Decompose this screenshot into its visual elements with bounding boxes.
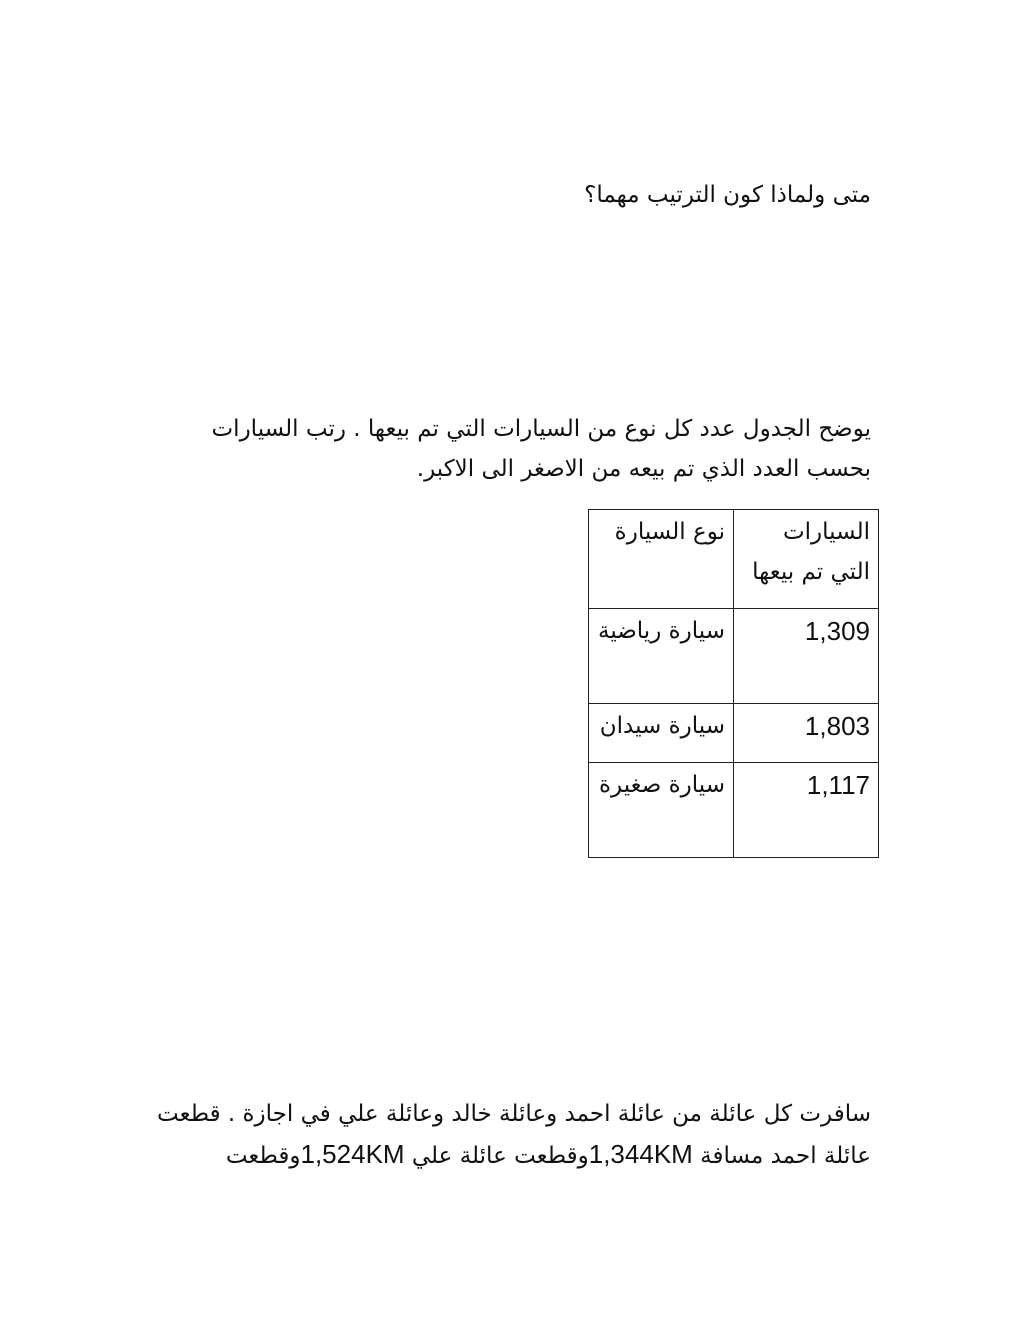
question-when-why-order: متى ولماذا كون الترتيب مهما؟ xyxy=(584,182,871,208)
cars-sold-value: 1,309 xyxy=(734,609,879,704)
table-header-row xyxy=(589,510,879,609)
distance-ali: 1,524KM xyxy=(300,1139,405,1169)
cars-sold-value: 1,117 xyxy=(734,763,879,858)
question-order-cars-paragraph: يوضح الجدول عدد كل نوع من السيارات التي تم بيعها . رتب السيارات بحسب العدد الذي تم بيعه من الاصغر الى الاكبر. xyxy=(211,416,871,482)
cars-sold-table xyxy=(588,509,879,858)
table-row xyxy=(589,704,879,763)
trip-text-part1: سافرت كل عائلة من عائلة احمد وعائلة خالد وعائلة علي في اجازة . قطعت عائلة احمد مسافة xyxy=(157,1101,871,1169)
car-type-value: سيارة صغيرة xyxy=(589,763,734,858)
table-row xyxy=(589,609,879,704)
question-family-trips-paragraph xyxy=(151,1094,871,1176)
trip-text-part3: وقطعت xyxy=(225,1143,301,1169)
car-type-value: سيارة سيدان xyxy=(589,704,734,763)
trip-text-part2: وقطعت عائلة علي xyxy=(411,1143,589,1169)
table-row xyxy=(589,763,879,858)
header-car-type: نوع السيارة xyxy=(589,510,734,609)
header-cars-sold: السيارات التي تم بيعها xyxy=(734,510,879,609)
distance-ahmed: 1,344KM xyxy=(588,1139,693,1169)
cars-sold-value: 1,803 xyxy=(734,704,879,763)
car-type-value: سيارة رياضية xyxy=(589,609,734,704)
